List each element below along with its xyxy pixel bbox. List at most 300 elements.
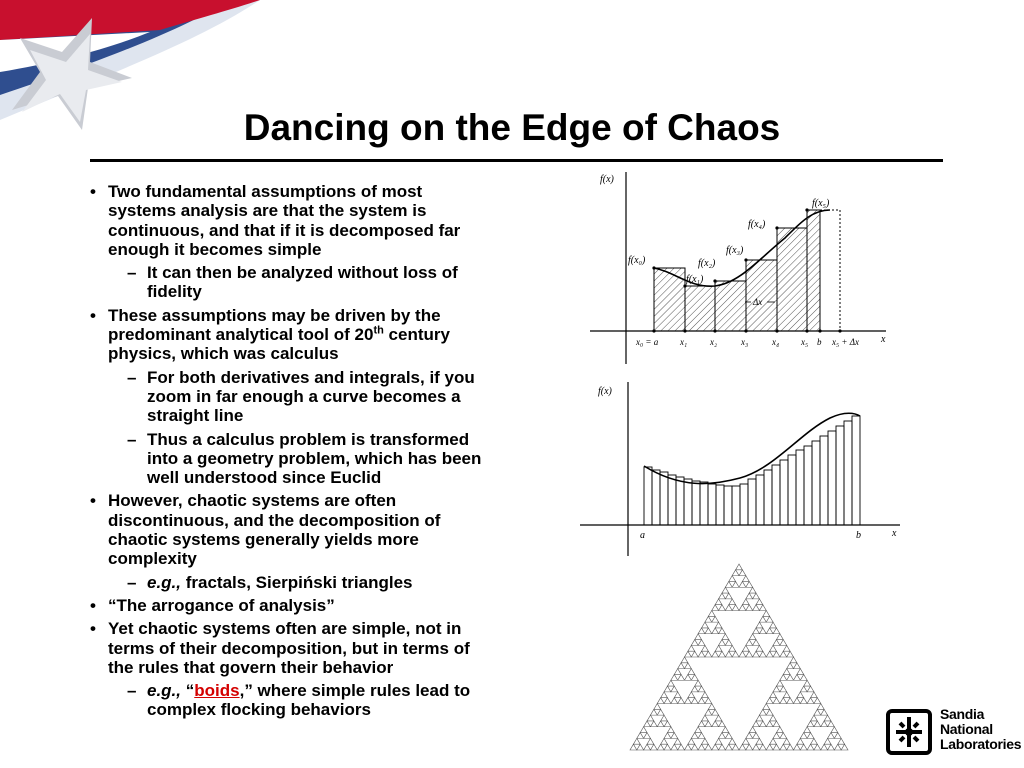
sierpinski-cell <box>681 657 688 663</box>
sierpinski-cell <box>732 581 739 587</box>
sierpinski-cell <box>753 651 760 657</box>
riemann-sum-figure <box>590 168 900 368</box>
dash-marker: – <box>127 367 137 387</box>
sierpinski-cell <box>702 738 709 744</box>
sierpinski-cell <box>732 744 739 750</box>
sierpinski-cell <box>654 704 661 710</box>
sierpinski-cell <box>770 715 777 721</box>
sierpinski-cell <box>647 715 654 721</box>
sierpinski-cell <box>807 686 814 692</box>
x-tick-label: x₀ = a <box>636 337 659 347</box>
sierpinski-cell <box>688 669 695 675</box>
sierpinski-cell <box>657 721 664 727</box>
sierpinski-cell <box>637 733 644 739</box>
sierpinski-cell <box>702 715 709 721</box>
sierpinski-cell <box>780 651 787 657</box>
sierpinski-cell <box>746 605 753 611</box>
bullet-item <box>88 182 493 259</box>
sierpinski-cell <box>773 640 780 646</box>
sierpinski-cell <box>766 744 773 750</box>
x-axis-label: x <box>892 528 897 539</box>
sierpinski-cell <box>783 669 790 675</box>
sierpinski-cell <box>776 680 783 686</box>
sierpinski-cell <box>657 744 664 750</box>
sierpinski-cell <box>661 715 668 721</box>
sierpinski-cell <box>787 744 794 750</box>
sierpinski-cell <box>794 744 801 750</box>
sierpinski-cell <box>753 605 760 611</box>
sierpinski-cell <box>719 640 726 646</box>
partition-bar <box>684 479 692 525</box>
sierpinski-cell <box>776 727 783 733</box>
logo-line: National <box>940 721 993 737</box>
x-tick-label: x₄ <box>772 337 780 347</box>
sierpinski-cell <box>685 663 692 669</box>
bullet-item <box>88 491 493 568</box>
sierpinski-cell <box>715 645 722 651</box>
sierpinski-cell <box>756 738 763 744</box>
riemann-bar <box>685 286 715 331</box>
sierpinski-cell <box>712 628 719 634</box>
sierpinski-cell <box>759 709 766 715</box>
sierpinski-cell <box>780 686 787 692</box>
sierpinski-cell <box>691 744 698 750</box>
sierpinski-cell <box>749 587 756 593</box>
sierpinski-cell <box>756 622 763 628</box>
sierpinski-cell <box>644 721 651 727</box>
sierpinski-cell <box>685 744 692 750</box>
fine-bars <box>644 416 860 525</box>
sierpinski-cell <box>763 611 770 617</box>
sierpinski-cell <box>756 599 763 605</box>
sierpinski-cell <box>746 593 753 599</box>
sierpinski-cell <box>787 674 794 680</box>
sierpinski-cell <box>719 733 726 739</box>
sierpinski-cell <box>698 744 705 750</box>
sub-bullet-text-continued: ,” where simple rules lead to complex flocking behaviors <box>147 681 471 720</box>
sierpinski-cell <box>766 721 773 727</box>
sierpinski-triangle <box>628 562 850 754</box>
sierpinski-cell <box>790 657 797 663</box>
partition-bar <box>836 426 844 525</box>
sierpinski-cell <box>770 692 777 698</box>
partition-bar <box>820 436 828 525</box>
sub-bullet-text: fractals, Sierpiński triangles <box>181 572 413 592</box>
bullet-marker: • <box>90 491 96 511</box>
sierpinski-cell <box>783 692 790 698</box>
sierpinski-cell <box>702 645 709 651</box>
sierpinski-cell <box>841 744 848 750</box>
sierpinski-cell <box>671 674 678 680</box>
sierpinski-cell <box>817 704 824 710</box>
sierpinski-cell <box>671 733 678 739</box>
sierpinski-cell <box>739 744 746 750</box>
sierpinski-cell <box>729 599 736 605</box>
partition-bar <box>748 479 756 525</box>
sierpinski-cell <box>685 651 692 657</box>
sierpinski-cell <box>729 576 736 582</box>
sierpinski-cell <box>702 692 709 698</box>
x-tick-label: b <box>817 337 822 347</box>
title-underline <box>90 159 943 162</box>
dash-marker: – <box>127 572 137 592</box>
x-tick-label: x₅ <box>801 337 809 347</box>
partition-bar <box>692 481 700 525</box>
sierpinski-cell <box>770 738 777 744</box>
sierpinski-cell <box>770 645 777 651</box>
logo-line: Laboratories <box>940 736 1022 752</box>
sub-bullet-text: “ <box>181 681 195 701</box>
sierpinski-cell <box>821 744 828 750</box>
sierpinski-cell <box>695 680 702 686</box>
sub-bullet-item <box>88 573 493 592</box>
partition-bar <box>716 485 724 525</box>
sierpinski-cell <box>715 622 722 628</box>
sierpinski-cell <box>671 686 678 692</box>
sierpinski-cell <box>691 733 698 739</box>
sierpinski-cell <box>691 674 698 680</box>
sierpinski-cell <box>828 744 835 750</box>
bullet-text: Two fundamental assumptions of most systems analysis are that the system is continuous, and that if it is decomposed far enough it becomes simple <box>108 182 461 259</box>
sierpinski-cell <box>715 599 722 605</box>
sierpinski-cell <box>776 634 783 640</box>
sandia-logo <box>886 705 1022 760</box>
sierpinski-cell <box>770 622 777 628</box>
sierpinski-cell <box>759 721 766 727</box>
y-axis-label: f(x) <box>600 174 614 185</box>
sierpinski-cell <box>719 744 726 750</box>
sierpinski-cell <box>742 576 749 582</box>
sierpinski-cell <box>705 721 712 727</box>
sub-bullet-item <box>88 368 493 426</box>
bullet-text: These assumptions may be driven by the predominant analytical tool of 20 <box>108 305 441 345</box>
sierpinski-cell <box>759 616 766 622</box>
y-axis-label: f(x) <box>598 386 612 397</box>
sierpinski-cell <box>759 744 766 750</box>
partition-bar <box>772 465 780 525</box>
sierpinski-cell <box>674 669 681 675</box>
sierpinski-cell <box>633 738 640 744</box>
sierpinski-cell <box>719 593 726 599</box>
sierpinski-cell <box>773 733 780 739</box>
sierpinski-cell <box>732 605 739 611</box>
partition-bar <box>756 475 764 525</box>
sierpinski-cell <box>773 721 780 727</box>
sierpinski-cell <box>712 709 719 715</box>
sierpinski-cell <box>678 663 685 669</box>
sierpinski-cell <box>804 727 811 733</box>
sierpinski-cell <box>773 686 780 692</box>
sierpinski-cell <box>664 686 671 692</box>
superscript: th <box>373 324 384 337</box>
sierpinski-cell <box>712 605 719 611</box>
sierpinski-cell <box>766 709 773 715</box>
sierpinski-cell <box>753 744 760 750</box>
sierpinski-cell <box>739 605 746 611</box>
sierpinski-cell <box>674 738 681 744</box>
sierpinski-cell <box>807 733 814 739</box>
sierpinski-cell <box>664 698 671 704</box>
sierpinski-cell <box>773 628 780 634</box>
sierpinski-cell <box>719 605 726 611</box>
sierpinski-cell <box>695 634 702 640</box>
sierpinski-cell <box>824 715 831 721</box>
sierpinski-cell <box>742 599 749 605</box>
sierpinski-cell <box>814 709 821 715</box>
partition-bar <box>700 482 708 525</box>
sierpinski-cell <box>705 698 712 704</box>
sierpinski-cell <box>722 634 729 640</box>
sierpinski-cell <box>729 738 736 744</box>
sierpinski-cell <box>753 721 760 727</box>
sierpinski-cell <box>783 645 790 651</box>
x-tick-label: x₁ <box>680 337 688 347</box>
partition-bar <box>844 421 852 525</box>
sierpinski-cell <box>722 727 729 733</box>
sierpinski-cell <box>698 698 705 704</box>
point-label: f(x₂) <box>698 258 716 269</box>
partition-bar <box>644 467 652 525</box>
bullet-text: However, chaotic systems are often discontinuous, and the decomposition of chaotic systems generally yields more complexity <box>108 491 441 569</box>
sierpinski-cell <box>787 663 794 669</box>
sierpinski-cell <box>671 698 678 704</box>
sierpinski-cell <box>732 570 739 576</box>
sierpinski-cell <box>742 645 749 651</box>
sierpinski-cell <box>691 698 698 704</box>
x-tick-label: x₃ <box>741 337 749 347</box>
partition-bar <box>828 431 836 525</box>
point-label: f(x₅) <box>812 198 830 209</box>
sierpinski-cell <box>712 744 719 750</box>
point-label: f(x₀) <box>628 255 646 266</box>
sierpinski-cell <box>756 715 763 721</box>
bullet-marker: • <box>90 182 96 201</box>
dash-marker: – <box>127 681 137 701</box>
sierpinski-cell <box>688 738 695 744</box>
partition-bar <box>652 470 660 525</box>
sierpinski-cell <box>746 733 753 739</box>
sierpinski-cell <box>763 704 770 710</box>
sierpinski-cell <box>834 733 841 739</box>
sierpinski-cell <box>759 605 766 611</box>
sierpinski-cell <box>702 622 709 628</box>
sierpinski-cell <box>650 744 657 750</box>
sierpinski-cell <box>667 680 674 686</box>
sierpinski-cell <box>794 698 801 704</box>
sierpinski-cell <box>739 570 746 576</box>
partition-bar <box>668 475 676 525</box>
sierpinski-cell <box>753 628 760 634</box>
sierpinski-cell <box>671 744 678 750</box>
partition-bar <box>676 477 684 525</box>
sierpinski-cell <box>678 674 685 680</box>
partition-bar <box>740 484 748 525</box>
sierpinski-cell <box>698 721 705 727</box>
sierpinski-cell <box>828 721 835 727</box>
sierpinski-cell <box>722 587 729 593</box>
sierpinski-cell <box>667 727 674 733</box>
boids-link[interactable]: boids <box>194 681 240 701</box>
riemann-bar <box>715 281 746 331</box>
sierpinski-cell <box>800 686 807 692</box>
sierpinski-cell <box>797 738 804 744</box>
dash-marker: – <box>127 429 137 449</box>
sierpinski-cell <box>674 692 681 698</box>
sierpinski-cell <box>780 640 787 646</box>
riemann-bar <box>746 260 777 331</box>
sub-bullet-text: It can then be analyzed without loss of fidelity <box>147 263 458 302</box>
sierpinski-cell <box>732 651 739 657</box>
sierpinski-cell <box>725 593 732 599</box>
sierpinski-cell <box>688 692 695 698</box>
sub-bullet-text: Thus a calculus problem is transformed into a geometry problem, which has been well understood since Euclid <box>147 429 482 488</box>
x-tick-label: x₅ + Δx <box>832 337 859 347</box>
sierpinski-cell <box>824 738 831 744</box>
sierpinski-cell <box>756 645 763 651</box>
sierpinski-cell <box>780 698 787 704</box>
sierpinski-cell <box>749 634 756 640</box>
sierpinski-cell <box>719 651 726 657</box>
partition-bar <box>764 470 772 525</box>
sub-bullet-item <box>88 263 493 302</box>
partition-bar <box>708 484 716 525</box>
sierpinski-cell <box>691 686 698 692</box>
sierpinski-cell <box>698 733 705 739</box>
sierpinski-cell <box>705 709 712 715</box>
sierpinski-cell <box>725 640 732 646</box>
logo-line: Sandia <box>940 706 985 722</box>
sierpinski-cell <box>647 738 654 744</box>
sierpinski-cell <box>725 605 732 611</box>
sierpinski-cell <box>828 733 835 739</box>
sierpinski-cell <box>657 698 664 704</box>
sierpinski-cell <box>705 628 712 634</box>
italic-eg: e.g., <box>147 681 182 701</box>
sierpinski-cell <box>746 640 753 646</box>
bullet-text: “The arrogance of analysis” <box>108 595 335 615</box>
sierpinski-cell <box>715 738 722 744</box>
sierpinski-cell <box>691 651 698 657</box>
sierpinski-cell <box>766 628 773 634</box>
sierpinski-cell <box>800 698 807 704</box>
delta-label: Δx <box>753 297 763 307</box>
sierpinski-cell <box>821 721 828 727</box>
sierpinski-cell <box>800 744 807 750</box>
sierpinski-cell <box>746 744 753 750</box>
sierpinski-cell <box>712 616 719 622</box>
sierpinski-cell <box>807 721 814 727</box>
sierpinski-cell <box>739 581 746 587</box>
sierpinski-cell <box>698 640 705 646</box>
sierpinski-cell <box>807 744 814 750</box>
bullet-item <box>88 306 493 364</box>
sierpinski-cell <box>705 651 712 657</box>
sierpinski-cell <box>783 738 790 744</box>
sierpinski-cell <box>797 669 804 675</box>
sierpinski-cell <box>838 738 845 744</box>
sierpinski-cell <box>664 721 671 727</box>
bullet-item <box>88 596 493 615</box>
partition-bar <box>804 446 812 525</box>
sierpinski-cell <box>630 744 637 750</box>
sierpinski-cell <box>780 733 787 739</box>
riemann-bar <box>777 228 807 331</box>
sierpinski-cell <box>814 698 821 704</box>
sierpinski-cell <box>766 698 773 704</box>
sierpinski-cell <box>650 709 657 715</box>
partition-bar <box>660 472 668 525</box>
sierpinski-cell <box>773 651 780 657</box>
x-tick-label: b <box>856 530 861 541</box>
partition-bar <box>812 441 820 525</box>
sierpinski-cell <box>688 645 695 651</box>
sierpinski-cell <box>800 733 807 739</box>
sierpinski-cell <box>637 744 644 750</box>
sierpinski-cell <box>814 721 821 727</box>
sierpinski-cell <box>766 616 773 622</box>
sierpinski-cell <box>800 674 807 680</box>
point-label: f(x₁) <box>686 274 704 285</box>
point-label: f(x₄) <box>748 219 766 230</box>
sierpinski-cell <box>746 651 753 657</box>
sierpinski-cell <box>685 674 692 680</box>
bullet-item <box>88 619 493 677</box>
bullet-marker: • <box>90 619 96 639</box>
sierpinski-cell <box>678 698 685 704</box>
partition-bar <box>796 450 804 525</box>
sierpinski-cell <box>821 709 828 715</box>
sierpinski-cell <box>712 651 719 657</box>
sierpinski-cell <box>664 744 671 750</box>
partition-bar <box>852 416 860 525</box>
sierpinski-cell <box>725 651 732 657</box>
sierpinski-cell <box>650 721 657 727</box>
bullet-marker: • <box>90 595 96 615</box>
sierpinski-cell <box>698 628 705 634</box>
italic-eg: e.g., <box>147 572 182 592</box>
sierpinski-cell <box>773 698 780 704</box>
slide-title: Dancing on the Edge of Chaos <box>243 107 781 148</box>
sierpinski-cell <box>780 674 787 680</box>
sierpinski-cell <box>719 628 726 634</box>
partition-bar <box>724 486 732 525</box>
sierpinski-cell <box>742 738 749 744</box>
sierpinski-cell <box>736 564 743 570</box>
point-label: f(x₃) <box>726 245 744 256</box>
x-tick-label: a <box>640 530 645 541</box>
sub-bullet-text: For both derivatives and integrals, if you zoom in far enough a curve becomes a straight line <box>147 367 475 426</box>
sierpinski-cell <box>644 733 651 739</box>
bullet-text: Yet chaotic systems often are simple, not in terms of their decomposition, but in terms of the rules that govern their behavior <box>108 619 470 677</box>
sierpinski-cell <box>678 744 685 750</box>
sierpinski-cell <box>831 727 838 733</box>
sierpinski-cell <box>725 744 732 750</box>
sierpinski-cell <box>640 727 647 733</box>
sierpinski-cell <box>698 651 705 657</box>
bullet-list <box>88 182 493 724</box>
sub-bullet-item <box>88 430 493 488</box>
sierpinski-cell <box>661 692 668 698</box>
sierpinski-cell <box>644 744 651 750</box>
sierpinski-cell <box>794 674 801 680</box>
sierpinski-cell <box>753 593 760 599</box>
sierpinski-cell <box>787 651 794 657</box>
sierpinski-cell <box>664 733 671 739</box>
sierpinski-cell <box>708 611 715 617</box>
sierpinski-cell <box>811 692 818 698</box>
sierpinski-cell <box>719 721 726 727</box>
x-axis-label: x <box>881 334 886 345</box>
